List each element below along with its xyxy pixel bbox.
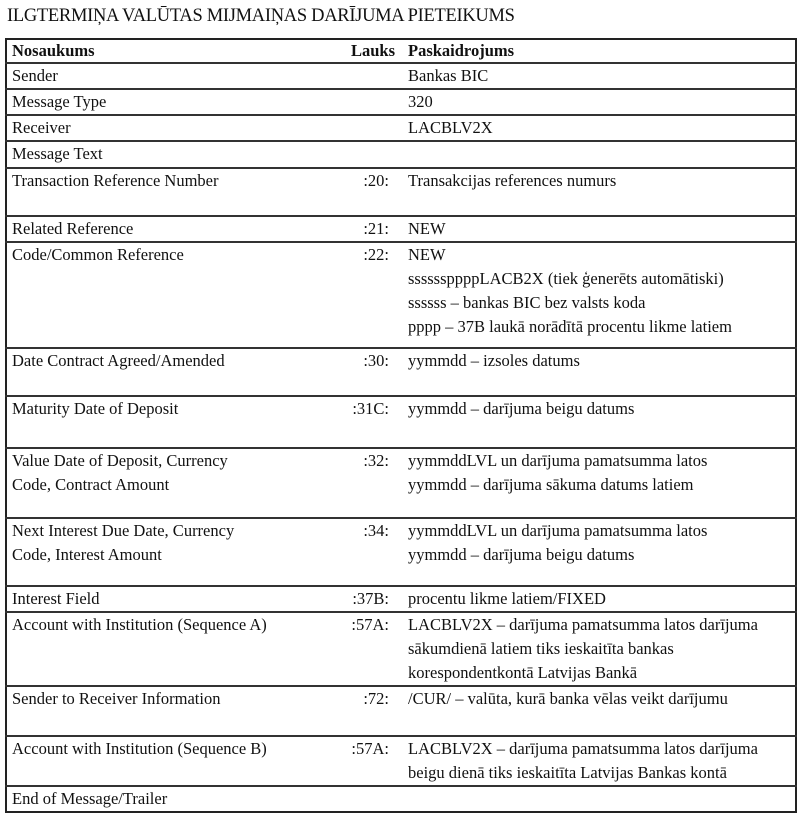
field-tag: :37B:	[330, 586, 403, 612]
field-description	[403, 686, 796, 736]
description-line: Transakcijas references numurs	[408, 171, 617, 190]
description-line: yymmdd – darījuma beigu datums	[408, 545, 635, 564]
field-name: End of Message/Trailer	[6, 786, 330, 812]
field-name: Related Reference	[6, 216, 330, 242]
header-name: Nosaukums	[12, 41, 95, 60]
field-tag: :22:	[330, 242, 403, 348]
field-name: Transaction Reference Number	[6, 168, 330, 216]
description-line: LACBLV2X – darījuma pamatsumma latos darījuma beigu dienā tiks ieskaitīta Latvijas Bankas kontā	[408, 739, 758, 782]
description-line: yymmdd – izsoles datums	[408, 351, 580, 370]
description-line: LACBLV2X	[408, 118, 493, 137]
table-row	[6, 141, 796, 168]
description-line: Bankas BIC	[408, 66, 489, 85]
field-tag: :31C:	[330, 396, 403, 448]
field-description	[403, 115, 796, 141]
field-description	[403, 216, 796, 242]
description-line: yymmddLVL un darījuma pamatsumma latos	[408, 521, 708, 540]
table-row	[6, 115, 796, 141]
description-line: LACBLV2X – darījuma pamatsumma latos darījuma sākumdienā latiem tiks ieskaitīta bankas korespondentkontā Latvijas Bankā	[408, 615, 758, 682]
field-tag: :72:	[330, 686, 403, 736]
table-row	[6, 63, 796, 89]
field-name: Interest Field	[6, 586, 330, 612]
document-title: ILGTERMIŅA VALŪTAS MIJMAIŅAS DARĪJUMA PIETEIKUMS	[7, 6, 515, 26]
field-description	[403, 586, 796, 612]
table-row	[6, 216, 796, 242]
field-description	[403, 242, 796, 348]
field-name: Message Type	[6, 89, 330, 115]
field-tag: :57A:	[330, 736, 403, 786]
description-line: 320	[408, 92, 433, 111]
description-line: /CUR/ – valūta, kurā banka vēlas veikt darījumu	[408, 689, 728, 708]
field-tag	[330, 89, 403, 115]
description-line: ssssssppppLACB2X (tiek ģenerēts automātiski)	[408, 269, 724, 288]
field-tag: :32:	[330, 448, 403, 518]
field-tag: :21:	[330, 216, 403, 242]
field-description	[403, 63, 796, 89]
field-description	[403, 141, 796, 168]
description-line: pppp – 37B laukā norādītā procentu likme latiem	[408, 317, 732, 336]
description-line: yymmdd – darījuma beigu datums	[408, 399, 635, 418]
field-name: Account with Institution (Sequence A)	[6, 612, 330, 686]
field-name: Sender	[6, 63, 330, 89]
field-name: Account with Institution (Sequence B)	[6, 736, 330, 786]
field-name: Value Date of Deposit, Currency Code, Contract Amount	[6, 448, 330, 518]
table-row	[6, 348, 796, 396]
field-description	[403, 736, 796, 786]
field-name: Maturity Date of Deposit	[6, 396, 330, 448]
table-row	[6, 396, 796, 448]
field-tag	[330, 63, 403, 89]
field-description	[403, 89, 796, 115]
table-header-row	[6, 39, 796, 63]
field-tag	[330, 141, 403, 168]
table-row	[6, 89, 796, 115]
field-tag	[330, 115, 403, 141]
table-row	[6, 736, 796, 786]
description-line: NEW	[408, 245, 446, 264]
description-line: yymmdd – darījuma sākuma datums latiem	[408, 475, 694, 494]
description-line: procentu likme latiem/FIXED	[408, 589, 606, 608]
field-name: Sender to Receiver Information	[6, 686, 330, 736]
field-description	[403, 448, 796, 518]
field-name: Receiver	[6, 115, 330, 141]
field-description	[403, 786, 796, 812]
table-row	[6, 168, 796, 216]
field-tag: :57A:	[330, 612, 403, 686]
field-name: Next Interest Due Date, Currency Code, Interest Amount	[6, 518, 330, 586]
table-row	[6, 518, 796, 586]
field-description	[403, 168, 796, 216]
table-row	[6, 612, 796, 686]
field-name: Message Text	[6, 141, 330, 168]
field-name: Date Contract Agreed/Amended	[6, 348, 330, 396]
description-line: NEW	[408, 219, 446, 238]
table-row	[6, 448, 796, 518]
field-name: Code/Common Reference	[6, 242, 330, 348]
field-description	[403, 612, 796, 686]
field-tag	[330, 786, 403, 812]
table-row	[6, 686, 796, 736]
description-line: yymmddLVL un darījuma pamatsumma latos	[408, 451, 708, 470]
field-description	[403, 396, 796, 448]
description-line: ssssss – bankas BIC bez valsts koda	[408, 293, 646, 312]
table-row	[6, 586, 796, 612]
field-tag: :20:	[330, 168, 403, 216]
field-description	[403, 348, 796, 396]
table-row	[6, 242, 796, 348]
field-tag: :30:	[330, 348, 403, 396]
message-fields-table	[5, 38, 797, 813]
header-description: Paskaidrojums	[408, 41, 515, 60]
field-description	[403, 518, 796, 586]
table-row	[6, 786, 796, 812]
header-field: Lauks	[350, 41, 395, 60]
field-tag: :34:	[330, 518, 403, 586]
